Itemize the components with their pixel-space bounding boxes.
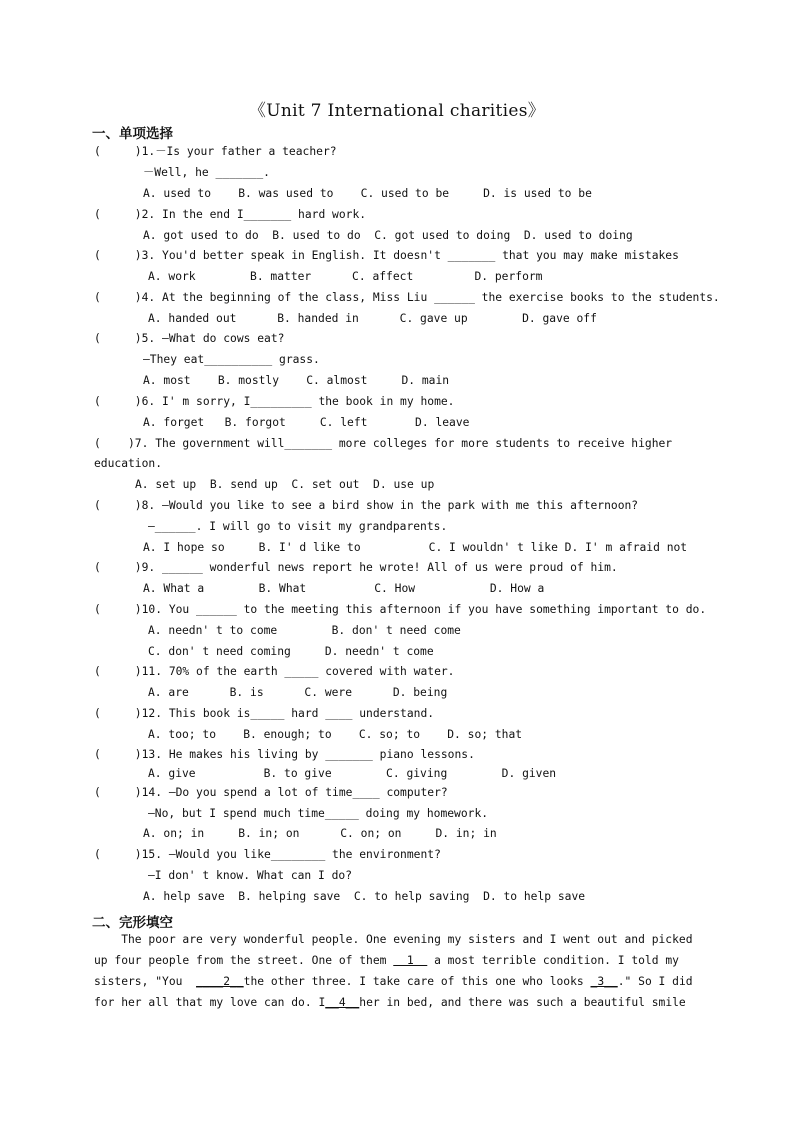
- cloze-text: up four people from the street. One of them: [94, 954, 394, 967]
- question-5: ( )5. —What do cows eat?: [94, 332, 285, 345]
- question-7: ( )7. The government will_______ more colleges for more students to receive higher: [94, 437, 673, 450]
- question-1: ( )1.－Is your father a teacher?: [94, 145, 337, 158]
- cloze-text: for her all that my love can do. I: [94, 996, 326, 1009]
- question-12: ( )12. This book is_____ hard ____ understand.: [94, 707, 435, 720]
- question-2: ( )2. In the end I_______ hard work.: [94, 208, 367, 221]
- question-14-dialogue: —No, but I spend much time_____ doing my homework.: [148, 807, 489, 820]
- cloze-line-3: [94, 976, 700, 987]
- question-10: ( )10. You ______ to the meeting this afternoon if you have something important to do.: [94, 603, 707, 616]
- question-2-options: A. got used to do B. used to do C. got used to doing D. used to doing: [143, 229, 633, 242]
- question-15-dialogue: —I don' t know. What can I do?: [148, 869, 353, 882]
- question-14: ( )14. —Do you spend a lot of time____ computer?: [94, 786, 448, 799]
- cloze-blank-2: ____2__: [196, 975, 244, 988]
- cloze-line-4: [94, 997, 700, 1008]
- question-4-options: A. handed out B. handed in C. gave up D. gave off: [148, 312, 597, 325]
- question-3-options: A. work B. matter C. affect D. perform: [148, 270, 543, 283]
- question-11-options: A. are B. is C. were D. being: [148, 686, 448, 699]
- question-8-options: A. I hope so B. I' d like to C. I wouldn' t like D. I' m afraid not: [143, 541, 688, 554]
- question-1-options: A. used to B. was used to C. used to be D. is used to be: [143, 187, 592, 200]
- question-6-options: A. forget B. forgot C. left D. leave: [143, 416, 470, 429]
- cloze-line-1: The poor are very wonderful people. One evening my sisters and I went out and picked: [94, 933, 693, 946]
- question-5-options: A. most B. mostly C. almost D. main: [143, 374, 450, 387]
- section-heading-cloze: 二、完形填空: [92, 915, 173, 931]
- cloze-text: her in bed, and there was such a beautiful smile: [359, 996, 686, 1009]
- question-8-dialogue: —______. I will go to visit my grandparents.: [148, 520, 448, 533]
- question-4: ( )4. At the beginning of the class, Miss Liu ______ the exercise books to the students.: [94, 291, 720, 304]
- question-11: ( )11. 70% of the earth _____ covered with water.: [94, 665, 455, 678]
- question-13: ( )13. He makes his living by _______ piano lessons.: [94, 748, 475, 761]
- cloze-text: a most terrible condition. I told my: [427, 954, 679, 967]
- cloze-blank-4: __4__: [325, 996, 360, 1009]
- question-7-continued: education.: [94, 457, 163, 470]
- cloze-blank-3: _3__: [590, 975, 618, 988]
- question-3: ( )3. You'd better speak in English. It doesn't _______ that you may make mistakes: [94, 249, 679, 262]
- question-14-options: A. on; in B. in; on C. on; on D. in; in: [143, 827, 497, 840]
- page-title: 《Unit 7 International charities》: [248, 101, 546, 121]
- question-10-options-cd: C. don' t need coming D. needn' t come: [148, 645, 434, 658]
- cloze-text: ." So I did: [617, 975, 693, 988]
- question-9: ( )9. ______ wonderful news report he wrote! All of us were proud of him.: [94, 561, 618, 574]
- question-6: ( )6. I' m sorry, I_________ the book in my home.: [94, 395, 455, 408]
- cloze-text: the other three. I take care of this one who looks: [243, 975, 591, 988]
- question-12-options: A. too; to B. enough; to C. so; to D. so; that: [148, 728, 523, 741]
- question-8: ( )8. —Would you like to see a bird show in the park with me this afternoon?: [94, 499, 639, 512]
- cloze-text: sisters, "You: [94, 975, 197, 988]
- question-5-dialogue: —They eat__________ grass.: [143, 353, 320, 366]
- question-9-options: A. What a B. What C. How D. How a: [143, 582, 545, 595]
- question-15: ( )15. —Would you like________ the environment?: [94, 848, 441, 861]
- section-heading-multiple-choice: 一、单项选择: [92, 126, 173, 142]
- question-10-options-ab: A. needn' t to come B. don' t need come: [148, 624, 461, 637]
- question-13-options: A. give B. to give C. giving D. given: [148, 767, 557, 780]
- question-7-options: A. set up B. send up C. set out D. use up: [135, 478, 435, 491]
- question-15-options: A. help save B. helping save C. to help saving D. to help save: [143, 890, 586, 903]
- cloze-blank-1: 1: [393, 954, 428, 967]
- cloze-line-2: [94, 955, 700, 966]
- question-1-dialogue: －Well, he _______.: [143, 166, 270, 179]
